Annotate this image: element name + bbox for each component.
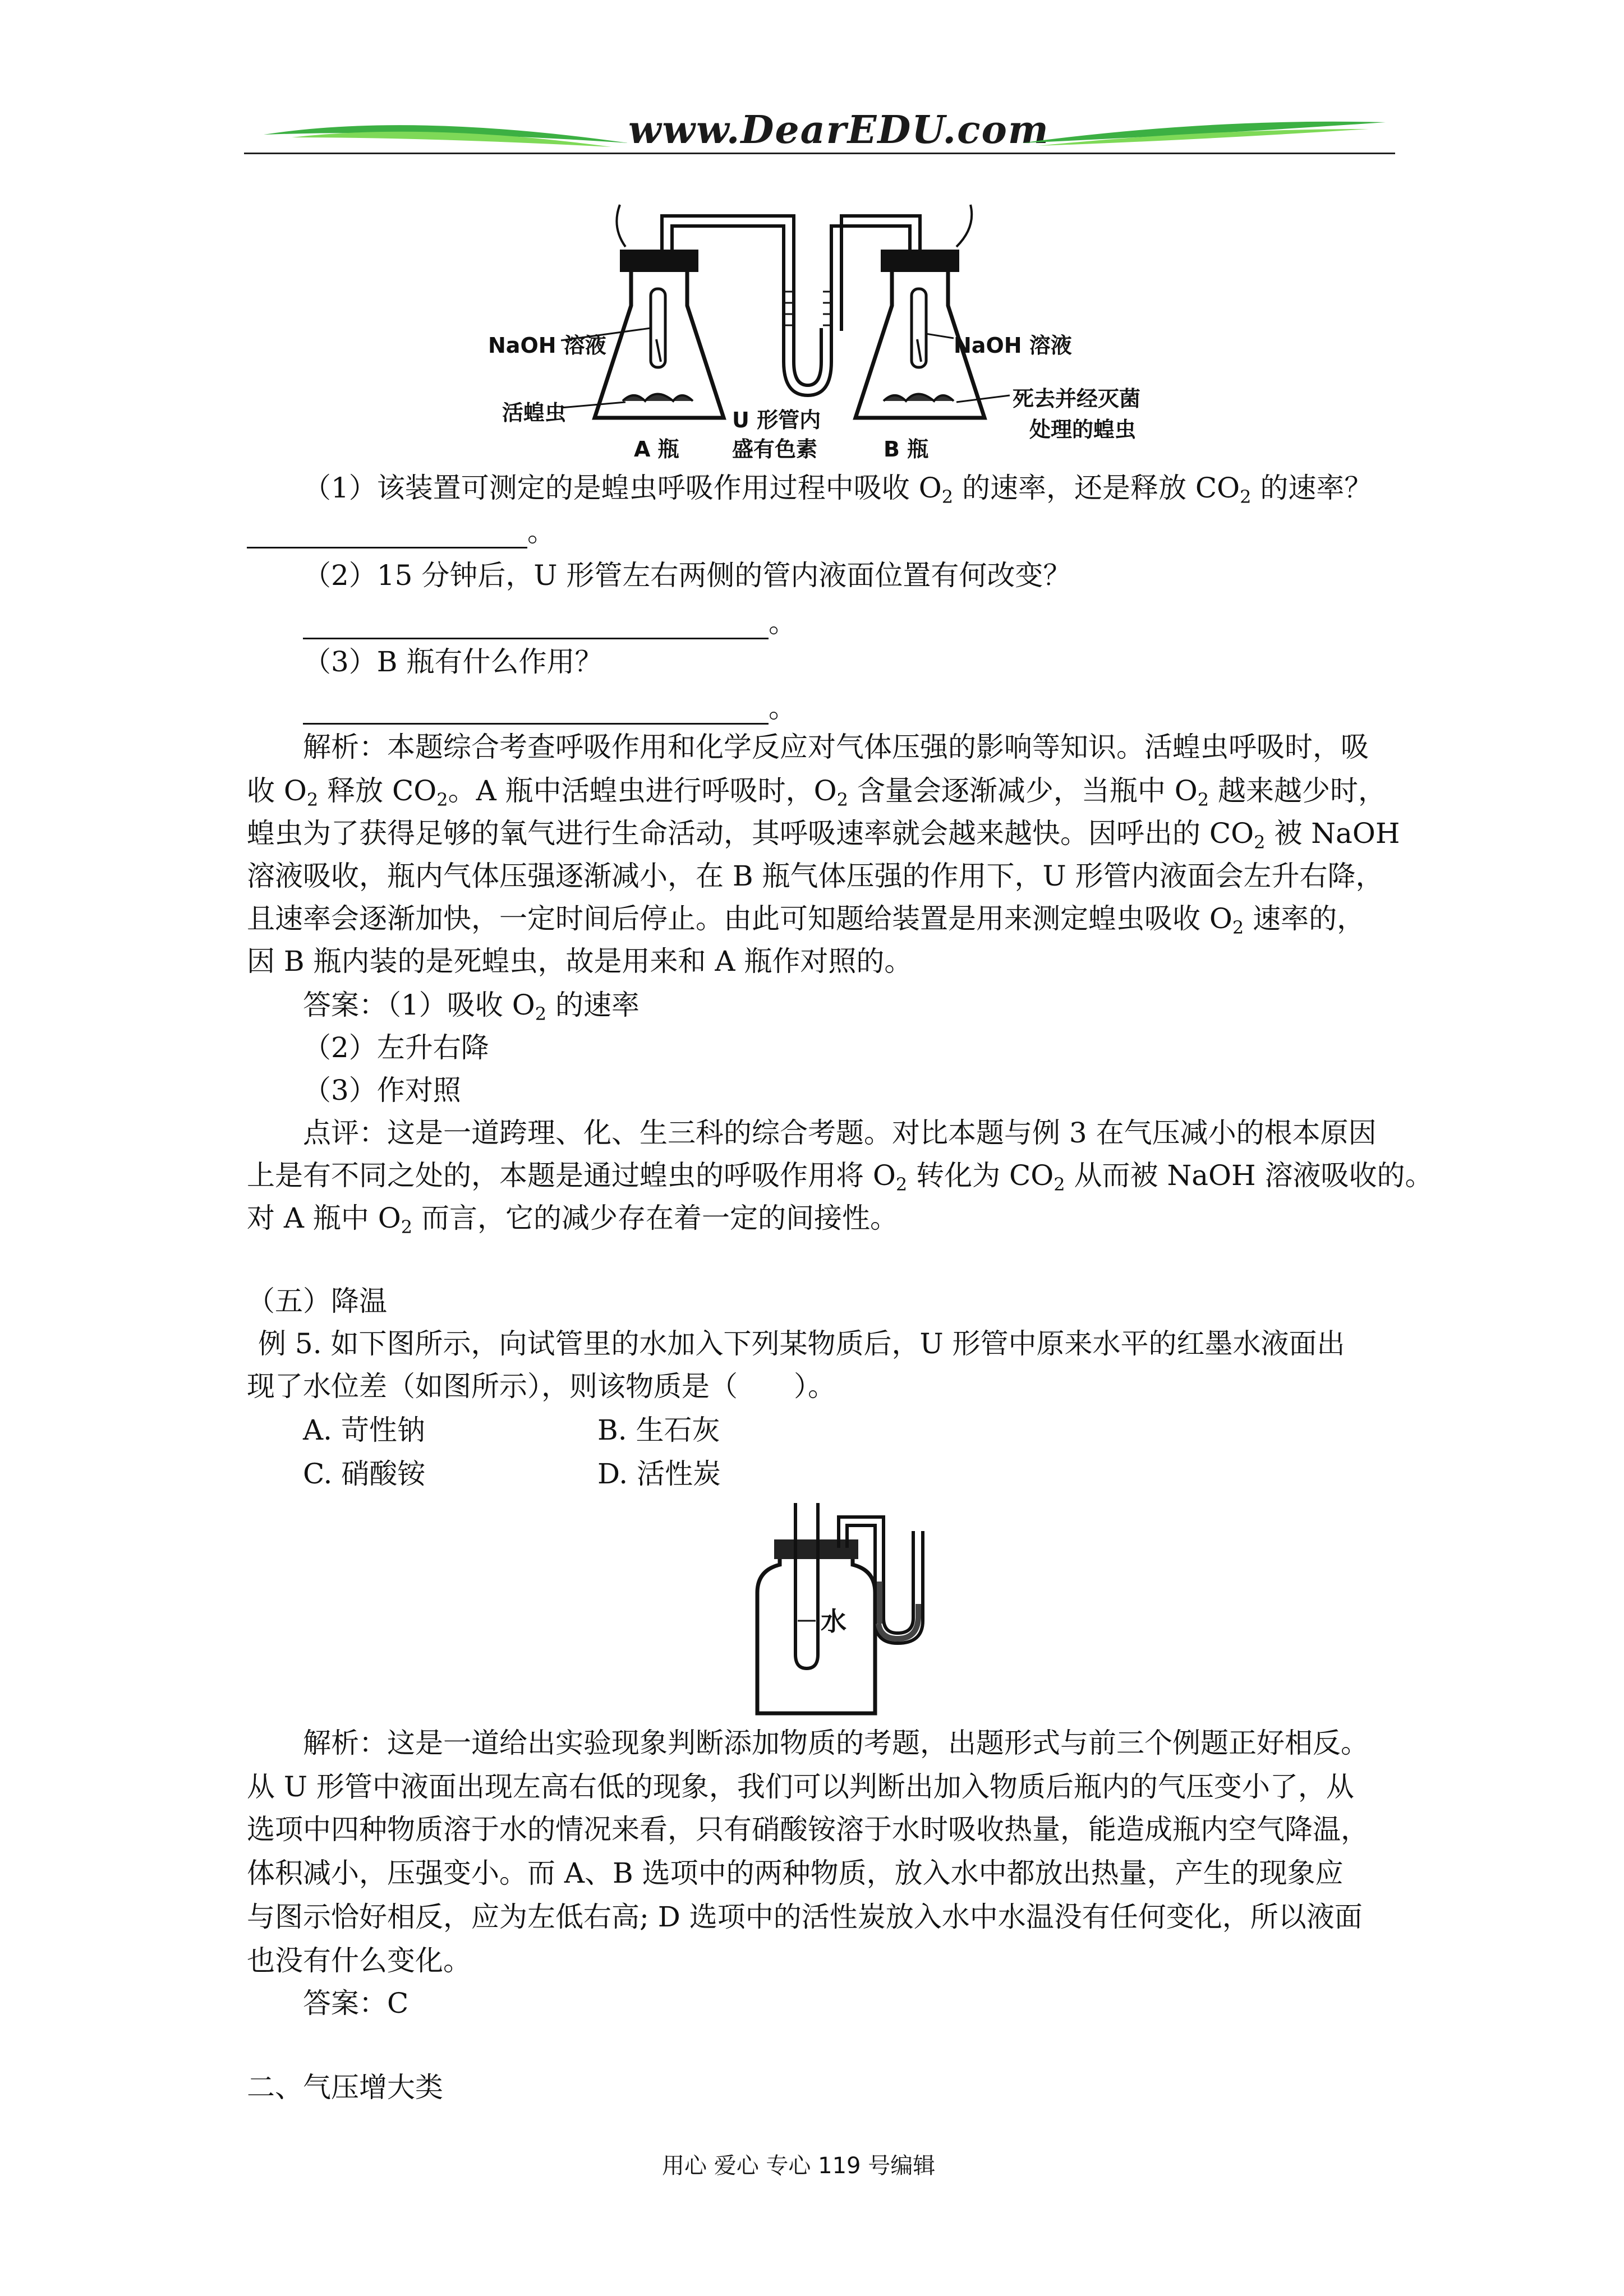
header-swoosh-left (241, 112, 634, 151)
section-5-title: （五）降温 (247, 1285, 387, 1317)
label-naoh-right: NaOH 溶液 (954, 333, 1072, 358)
analysis-1-line-3: 蝗虫为了获得足够的氧气进行生命活动，其呼吸速率就会越来越快。因呼出的 $CO_2$ 被 NaOH (247, 817, 1400, 853)
analysis-2-line-6: 也没有什么变化。 (247, 1944, 471, 1977)
option-a[interactable]: A. 苛性钠 (303, 1414, 425, 1446)
analysis-2-line-5: 与图示恰好相反，应为左低右高; D 选项中的活性炭放入水中水温没有任何变化，所以液面 (247, 1901, 1363, 1933)
answer-1-part-2: （2）左升右降 (303, 1031, 489, 1064)
page-footer: 用心 爱心 专心 119 号编辑 (662, 2153, 936, 2179)
header-rule (244, 153, 1395, 154)
comment-line-3: 对 A 瓶中 $O_2$ 而言，它的减少存在着一定的间接性。 (247, 1202, 899, 1238)
page-header (241, 107, 1397, 163)
blank-line[interactable] (303, 611, 769, 639)
blank-line[interactable] (303, 696, 769, 725)
analysis-2-line-2: 从 U 形管中液面出现左高右低的现象，我们可以判断出加入物质后瓶内的气压变小了，从 (247, 1771, 1354, 1803)
analysis-2-line-1: 解析：这是一道给出实验现象判断添加物质的考题，出题形式与前三个例题正好相反。 (303, 1727, 1369, 1759)
option-d[interactable]: D. 活性炭 (597, 1458, 721, 1490)
analysis-1-line-6: 因 B 瓶内装的是死蝗虫，故是用来和 A 瓶作对照的。 (247, 945, 913, 978)
example-5-line-2: 现了水位差（如图所示），则该物质是（ ）。 (247, 1370, 836, 1403)
label-bottle-a: A 瓶 (634, 437, 679, 462)
label-water: 水 (821, 1606, 846, 1636)
question-1: （1）该装置可测定的是蝗虫呼吸作用过程中吸收 $O_2$ 的速率，还是释放 $CO_2$ 的速率？ (303, 472, 1373, 508)
section-2-title: 二、气压增大类 (247, 2071, 443, 2104)
analysis-1-line-5: 且速率会逐渐加快，一定时间后停止。由此可知题给装置是用来测定蝗虫吸收 $O_2$ 速率的， (247, 902, 1365, 938)
answer-blank-1: 。 (247, 515, 555, 548)
answer-blank-3: 。 (303, 691, 797, 725)
analysis-1-line-2: 收 $O_2$ 释放 $CO_2$。A 瓶中活蝗虫进行呼吸时，$O_2$ 含量会逐渐减少，当瓶中 $O_2$ 越来越少时， (247, 774, 1387, 810)
figure-bottle-testtube-utube (746, 1492, 970, 1716)
analysis-1-line-4: 溶液吸收，瓶内气体压强逐渐减小，在 B 瓶气体压强的作用下，U 形管内液面会左升右降， (247, 860, 1384, 892)
label-live-insect: 活蝗虫 (502, 400, 567, 425)
question-2: （2）15 分钟后，U 形管左右两侧的管内液面位置有何改变？ (303, 559, 1071, 592)
answer-blank-2: 。 (303, 606, 797, 639)
site-logo: www.DearEDU.com (628, 108, 1050, 153)
analysis-1-line-1: 解析：本题综合考查呼吸作用和化学反应对气体压强的影响等知识。活蝗虫呼吸时，吸 (303, 731, 1369, 763)
option-b[interactable]: B. 生石灰 (597, 1414, 720, 1446)
comment-line-1: 点评：这是一道跨理、化、生三科的综合考题。对比本题与例 3 在气压减小的根本原因 (303, 1117, 1377, 1149)
label-dead-insect-1: 死去并经灭菌 (1013, 386, 1141, 411)
label-utube-2: 盛有色素 (732, 437, 818, 462)
comment-line-2: 上是有不同之处的，本题是通过蝗虫的呼吸作用将 $O_2$ 转化为 $CO_2$ 从而被 NaOH 溶液吸收的。 (247, 1159, 1433, 1195)
analysis-2-line-3: 选项中四种物质溶于水的情况来看，只有硝酸铵溶于水时吸收热量，能造成瓶内空气降温， (247, 1813, 1369, 1846)
answer-2: 答案：C (303, 1987, 409, 2020)
question-3: （3）B 瓶有什么作用？ (303, 646, 603, 678)
label-utube-1: U 形管内 (732, 408, 821, 432)
answer-1-part-3: （3）作对照 (303, 1074, 461, 1106)
analysis-2-line-4: 体积减小，压强变小。而 A、B 选项中的两种物质，放入水中都放出热量，产生的现象应 (247, 1857, 1344, 1889)
label-dead-insect-2: 处理的蝗虫 (1029, 417, 1137, 442)
blank-line[interactable] (247, 520, 527, 548)
label-bottle-b: B 瓶 (884, 437, 929, 462)
answer-1-part-1: 答案：（1）吸收 $O_2$ 的速率 (303, 989, 640, 1025)
header-swoosh-right (1015, 112, 1397, 151)
option-c[interactable]: C. 硝酸铵 (303, 1458, 426, 1490)
label-naoh-left: NaOH 溶液 (488, 333, 606, 358)
example-5-line-1: 例 5. 如下图所示，向试管里的水加入下列某物质后，U 形管中原来水平的红墨水液面出 (258, 1327, 1345, 1360)
